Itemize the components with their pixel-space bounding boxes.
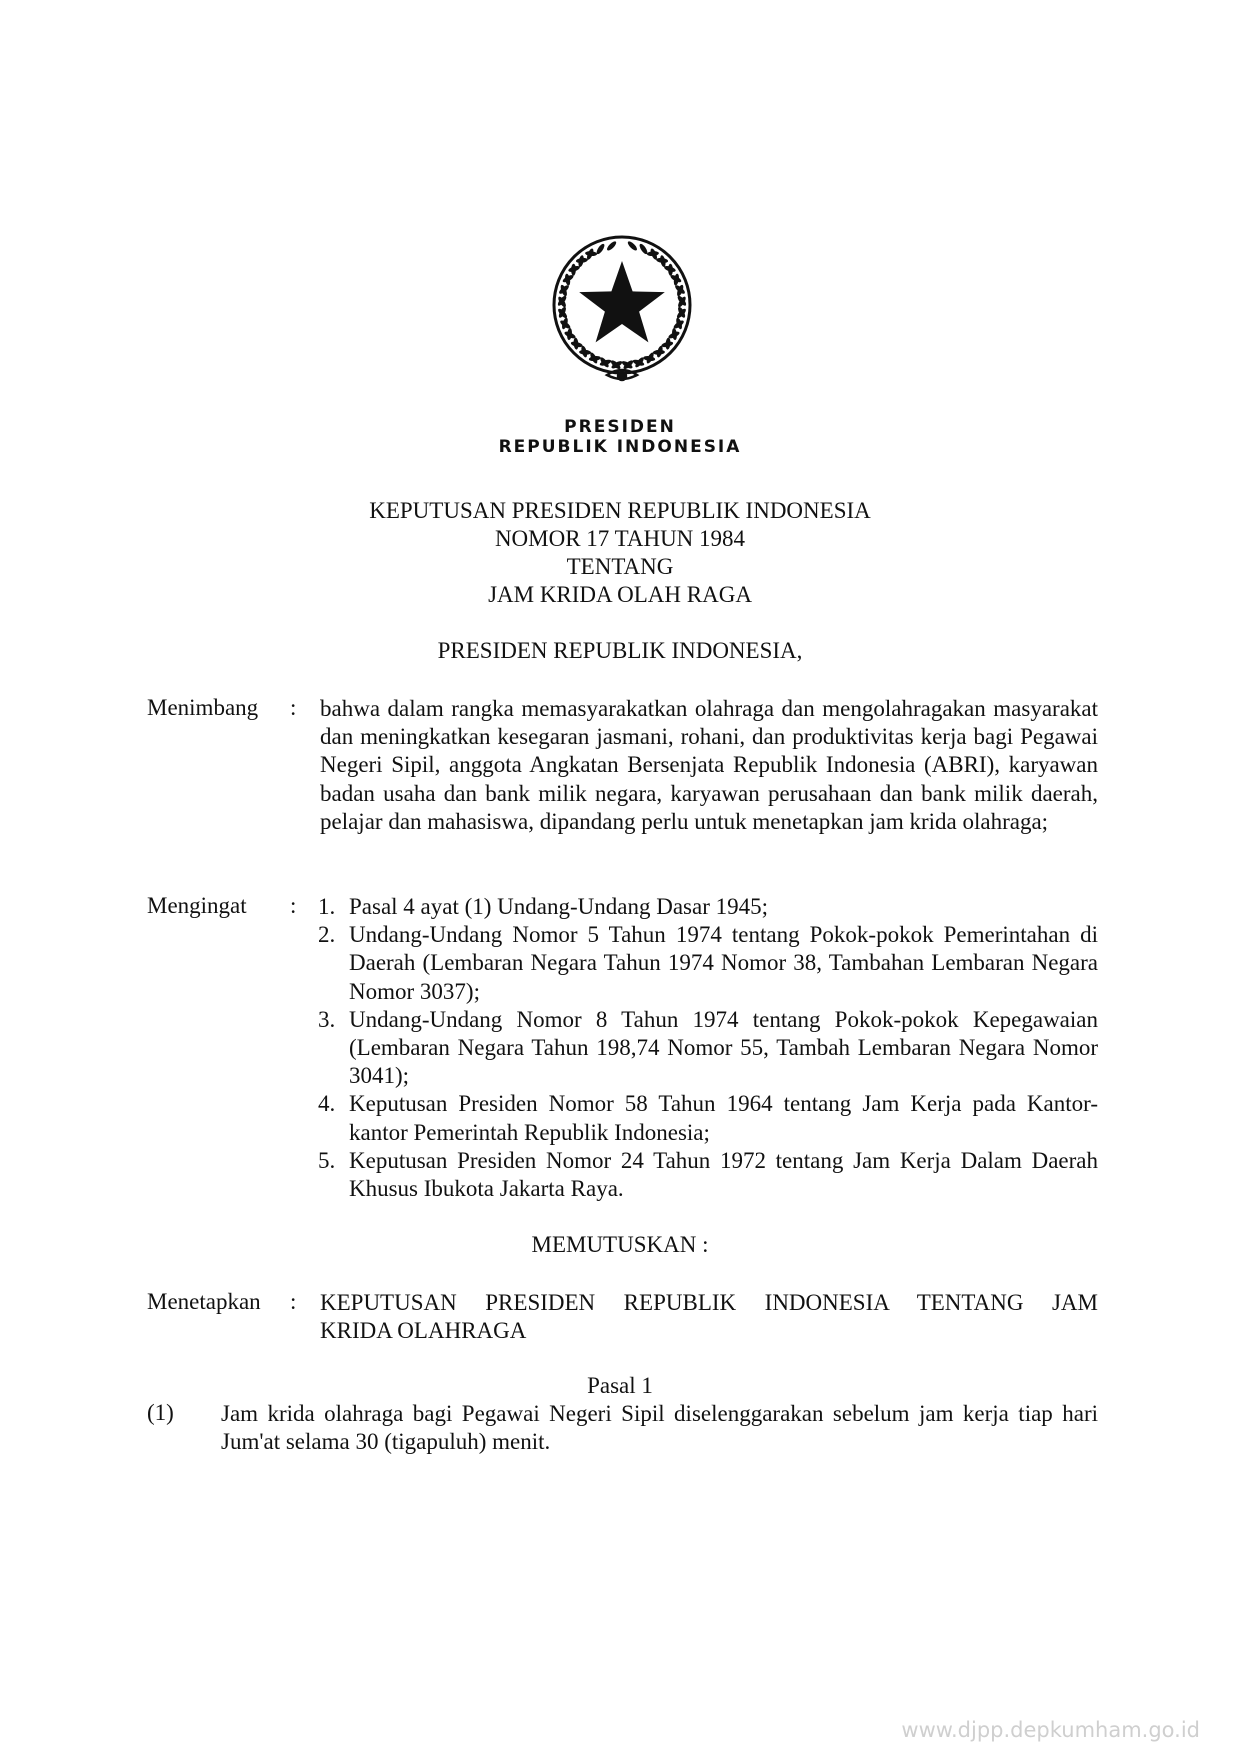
laurel-leaf	[573, 337, 579, 349]
laurel-leaf	[606, 240, 618, 252]
menimbang-text: bahwa dalam rangka memasyarakatkan olahraga dan mengolahragakan masyarakat dan meningkatkan kesegaran jasmani, rohani, dan produktivitas kerja bagi Pegawai Negeri Sipil, anggota Angkatan Bersenjata Republik Indonesia (ABRI), karyawan badan usaha dan bank milik negara, karyawan perusahaan dan bank milik daerah, pelajar dan mahasiswa, dipandang perlu untuk menetapkan jam krida olahraga;	[320, 696, 1098, 834]
list-item-text: Undang-Undang Nomor 8 Tahun 1974 tentang Pokok-pokok Kepegawaian (Lembaran Negara Tahun 198,74 Nomor 55, Tambah Lembaran Negara Nomor 3041);	[349, 1006, 1098, 1089]
laurel-leaf	[671, 328, 677, 340]
list-item-text: Pasal 4 ayat (1) Undang-Undang Dasar 1945;	[349, 894, 768, 919]
menimbang-label: Menimbang	[147, 695, 259, 720]
decree-about: TENTANG	[566, 554, 674, 579]
memutuskan-heading: MEMUTUSKAN :	[531, 1232, 709, 1257]
laurel-leaf	[626, 240, 638, 252]
mengingat-colon: :	[290, 893, 297, 918]
menetapkan-text-line1: KEPUTUSAN PRESIDEN REPUBLIK INDONESIA TENTANG JAM	[320, 1290, 1098, 1315]
watermark: www.djpp.depkumham.go.id	[901, 1718, 1200, 1742]
office-title-line1: PRESIDEN	[564, 417, 676, 437]
laurel-leaf	[647, 251, 659, 257]
mengingat-label: Mengingat	[147, 893, 247, 918]
issuer-line: PRESIDEN REPUBLIK INDONESIA,	[437, 638, 803, 663]
list-item-text: Keputusan Presiden Nomor 58 Tahun 1964 tentang Jam Kerja pada Kantor-kantor Pemerintah Republik Indonesia;	[349, 1091, 1098, 1145]
star-icon	[579, 261, 665, 342]
list-item-number: 1.	[318, 894, 336, 919]
list-item	[318, 1090, 1098, 1146]
menetapkan-text-line2: KRIDA OLAHRAGA	[320, 1318, 527, 1343]
pasal-1-heading: Pasal 1	[587, 1373, 653, 1398]
decree-subject: JAM KRIDA OLAH RAGA	[488, 582, 752, 607]
office-title-line2: REPUBLIK INDONESIA	[498, 437, 742, 457]
list-item-number: 4.	[318, 1091, 336, 1117]
decree-title: KEPUTUSAN PRESIDEN REPUBLIK INDONESIA	[369, 498, 871, 523]
laurel-leaf	[585, 251, 597, 257]
laurel-leaf	[566, 328, 572, 340]
list-item-text: Keputusan Presiden Nomor 24 Tahun 1972 tentang Jam Kerja Dalam Daerah Khusus Ibukota Jakarta Raya.	[349, 1147, 1098, 1202]
star-laurel-wreath-emblem-icon	[541, 225, 703, 395]
list-item	[318, 1006, 1098, 1091]
laurel-leaf	[656, 257, 668, 263]
menetapkan-label: Menetapkan	[147, 1289, 261, 1314]
list-item-number: 3.	[318, 1006, 336, 1032]
laurel-leaf	[665, 337, 671, 349]
ayat-number: (1)	[147, 1400, 174, 1425]
menetapkan-colon: :	[290, 1289, 297, 1314]
ayat-text: Jam krida olahraga bagi Pegawai Negeri Sipil diselenggarakan sebelum jam kerja tiap hari Jum'at selama 30 (tigapuluh) menit.	[221, 1401, 1098, 1455]
list-item-number: 5.	[318, 1147, 336, 1173]
list-item-text: Undang-Undang Nomor 5 Tahun 1974 tentang Pokok-pokok Pemerintahan di Daerah (Lembaran Negara Tahun 1974 Nomor 38, Tambahan Lembaran Negara Nomor 3037);	[349, 922, 1098, 1004]
mengingat-list	[318, 893, 1098, 1203]
list-item	[318, 921, 1098, 1006]
list-item	[318, 1147, 1098, 1203]
menimbang-colon: :	[290, 695, 297, 720]
list-item	[318, 893, 1098, 921]
list-item-number: 2.	[318, 922, 336, 948]
laurel-leaf	[576, 257, 588, 263]
decree-number: NOMOR 17 TAHUN 1984	[494, 526, 746, 551]
